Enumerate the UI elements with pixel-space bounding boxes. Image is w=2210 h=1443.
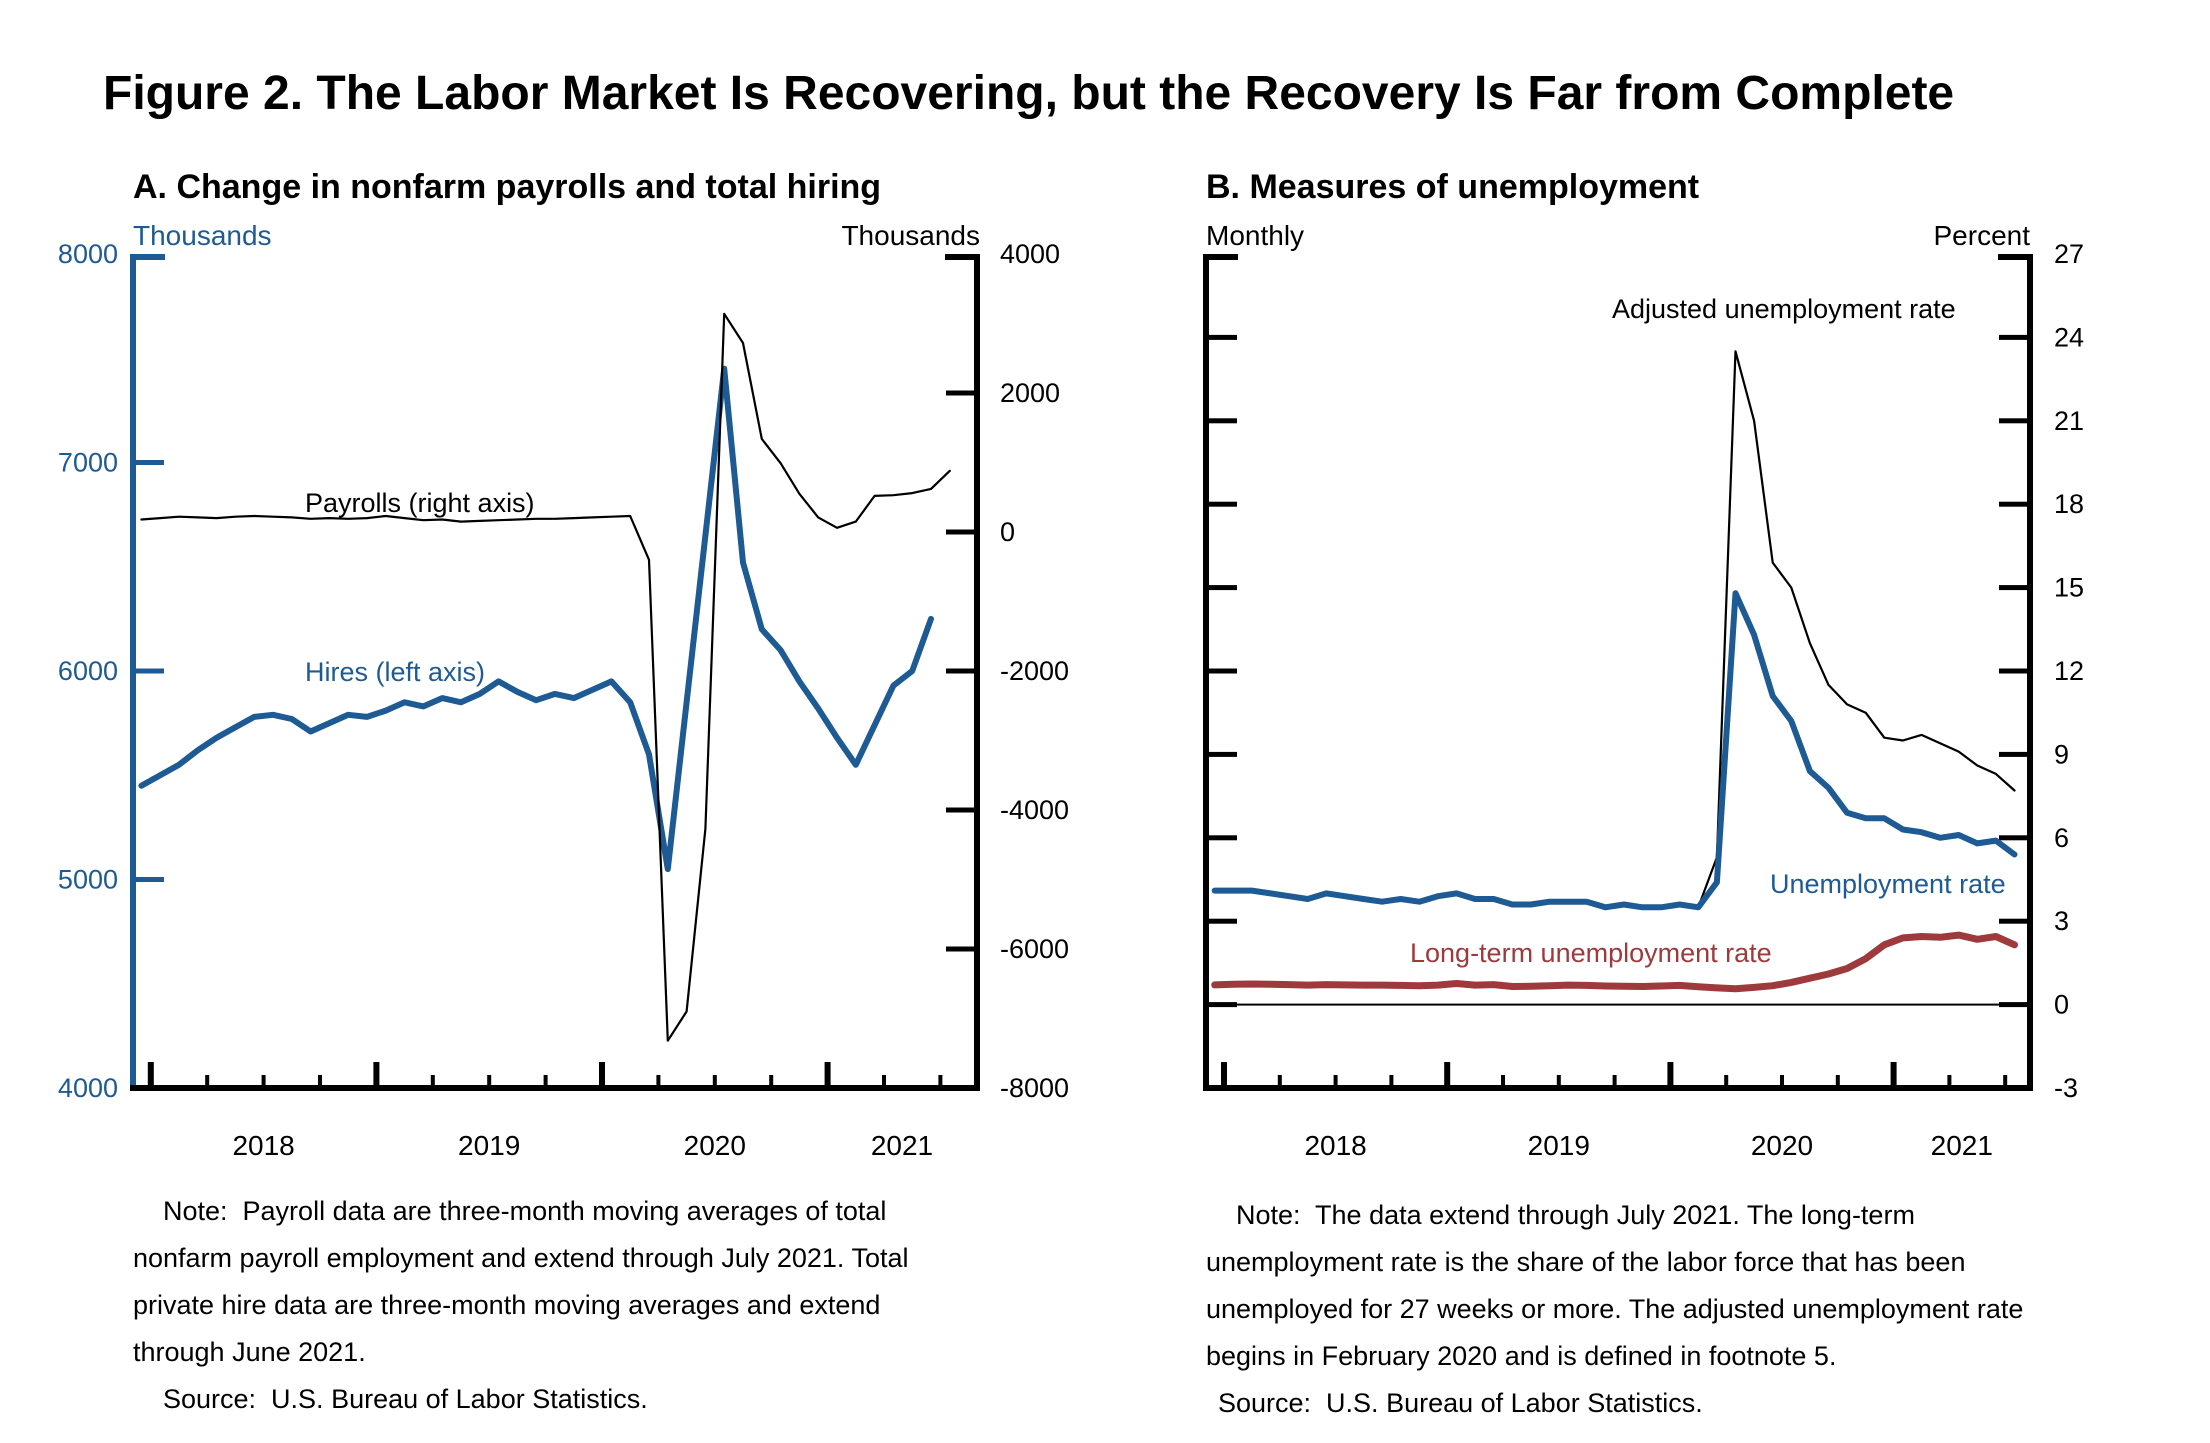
panel-a-year-tick <box>373 1062 379 1088</box>
panel-a-quarter-tick <box>882 1075 886 1088</box>
panel-b-right-tick <box>1999 835 2027 840</box>
annotation-hires-left-axis-: Hires (left axis) <box>305 657 486 687</box>
note-line: Note: Payroll data are three-month moving averages of total <box>163 1196 887 1226</box>
series-line-hires-left-axis- <box>141 369 931 869</box>
panel-b-year-tick <box>1891 1062 1897 1088</box>
panel-a-left-tick <box>136 877 164 882</box>
panel-b-left-axis <box>1203 254 1209 1091</box>
panel-a-year-label: 2021 <box>870 1130 934 1161</box>
panel-b-quarter-tick <box>1389 1075 1393 1088</box>
panel-a-quarter-tick <box>205 1075 209 1088</box>
annotation-payrolls-right-axis-: Payrolls (right axis) <box>305 488 535 518</box>
panel-b-right-tick <box>1999 752 2027 757</box>
panel-a-right-tick <box>946 391 974 396</box>
panel-a-year-tick <box>825 1062 831 1088</box>
panel-a-year-tick <box>148 1062 154 1088</box>
panel-b-left-axis-top-tick <box>1203 254 1238 260</box>
panel-b-zero-line <box>1209 1004 2027 1006</box>
panel-a-left-axis <box>130 254 136 1091</box>
source-line: Source: U.S. Bureau of Labor Statistics. <box>163 1384 648 1414</box>
panel-b-frequency-label: Monthly <box>1206 220 1305 251</box>
panel-a-left-tick-label: 4000 <box>57 1073 118 1103</box>
note-line: private hire data are three-month moving averages and extend <box>133 1290 881 1320</box>
panel-b-right-tick-label: 18 <box>2054 489 2085 520</box>
panel-b-left-tick <box>1209 669 1237 674</box>
panel-a-quarter-tick <box>656 1075 660 1088</box>
annotation-long-term-unemployment-rate: Long-term unemployment rate <box>1410 938 1772 968</box>
panel-b-right-axis-unit: Percent <box>1933 220 2030 251</box>
annotation-unemployment-rate: Unemployment rate <box>1770 869 2006 899</box>
panel-a-quarter-tick <box>713 1075 717 1088</box>
panel-b-quarter-tick <box>1557 1075 1561 1088</box>
panel-b-right-tick-label: 9 <box>2054 739 2070 770</box>
panel-a-right-tick-label: 4000 <box>1000 239 1061 269</box>
panel-b-right-tick <box>1999 418 2027 423</box>
panel-b-right-tick-label: 3 <box>2054 906 2070 937</box>
panel-b-quarter-tick <box>1724 1075 1728 1088</box>
panel-b-x-axis <box>1203 1085 2033 1091</box>
panel-b-right-tick-label: 15 <box>2054 572 2085 603</box>
panel-b-quarter-tick <box>1278 1075 1282 1088</box>
panel-a-right-tick-label: -4000 <box>1000 795 1070 825</box>
panel-b-year-label: 2019 <box>1527 1130 1590 1161</box>
panel-b-title: B. Measures of unemployment <box>1206 168 1700 206</box>
panel-a-right-tick-label: -6000 <box>1000 934 1070 964</box>
panel-a-year-label: 2020 <box>683 1130 746 1161</box>
panel-a-left-tick-label: 5000 <box>57 864 118 895</box>
panel-a-right-tick-label: -2000 <box>1000 656 1070 686</box>
panel-a-year-label: 2019 <box>458 1130 521 1161</box>
panel-a-left-tick-label: 7000 <box>57 447 118 478</box>
panel-b-left-tick <box>1209 585 1237 590</box>
panel-b-right-tick <box>1999 585 2027 590</box>
panel-a-right-axis-unit: Thousands <box>841 220 980 251</box>
panel-b-right-tick-label: 6 <box>2054 822 2070 853</box>
panel-b-year-label: 2021 <box>1930 1130 1993 1161</box>
panel-a-right-tick-label: -8000 <box>1000 1073 1070 1103</box>
source-line: Source: U.S. Bureau of Labor Statistics. <box>1218 1388 1703 1418</box>
panel-a-x-axis <box>130 1085 980 1091</box>
panel-b-year-label: 2018 <box>1304 1130 1367 1161</box>
panel-b-right-tick-label: 27 <box>2054 239 2085 269</box>
note-line: Note: The data extend through July 2021. The long-term <box>1236 1200 1915 1230</box>
panel-b-right-tick-label: 0 <box>2054 989 2070 1020</box>
panel-a-quarter-tick <box>938 1075 942 1088</box>
panel-b-left-tick <box>1209 502 1237 507</box>
panel-a-title: A. Change in nonfarm payrolls and total hiring <box>133 168 882 206</box>
panel-a-quarter-tick <box>318 1075 322 1088</box>
panel-a-left-tick <box>136 669 164 674</box>
panel-a-left-axis-unit: Thousands <box>133 220 272 251</box>
panel-b-right-tick-label: -3 <box>2054 1073 2079 1103</box>
panel-b-right-tick <box>1999 669 2027 674</box>
panel-a-right-axis-top-tick <box>945 254 980 260</box>
panel-a-left-tick <box>136 460 164 465</box>
panel-a-right-tick <box>946 530 974 535</box>
panel-a-right-tick-label: 0 <box>1000 517 1016 547</box>
panel-b-right-tick-label: 12 <box>2054 656 2085 686</box>
series-line-payrolls-right-axis- <box>141 314 949 1041</box>
panel-a-note <box>133 1188 1093 1423</box>
panel-b-quarter-tick <box>1947 1075 1951 1088</box>
panel-a-year-tick <box>599 1062 605 1088</box>
panel-a-right-tick <box>946 669 974 674</box>
panel-b-year-label: 2020 <box>1750 1130 1814 1161</box>
panel-b-year-tick <box>1221 1062 1227 1088</box>
panel-b-right-axis <box>2027 254 2033 1091</box>
panel-a-quarter-tick <box>262 1075 266 1088</box>
panel-b-left-tick <box>1209 752 1237 757</box>
panel-b-left-tick <box>1209 919 1237 924</box>
series-line-adjusted-unemployment-rate <box>1698 351 2014 907</box>
panel-a-left-axis-top-tick <box>130 254 165 260</box>
panel-b-right-axis-top-tick <box>1998 254 2033 260</box>
panel-a-quarter-tick <box>544 1075 548 1088</box>
panel-b-quarter-tick <box>1334 1075 1338 1088</box>
panel-a-quarter-tick <box>431 1075 435 1088</box>
panel-b-quarter-tick <box>1501 1075 1505 1088</box>
panel-a-quarter-tick <box>487 1075 491 1088</box>
note-line: unemployed for 27 weeks or more. The adjusted unemployment rate <box>1206 1294 2024 1324</box>
panel-b-right-tick <box>1999 919 2027 924</box>
panel-b-left-tick <box>1209 335 1237 340</box>
panel-b-right-tick <box>1999 502 2027 507</box>
panel-b-quarter-tick <box>1836 1075 1840 1088</box>
series-line-unemployment-rate <box>1215 593 2015 907</box>
note-line: unemployment rate is the share of the labor force that has been <box>1206 1247 1966 1277</box>
note-line: through June 2021. <box>133 1337 366 1367</box>
note-line: nonfarm payroll employment and extend through July 2021. Total <box>133 1243 909 1273</box>
panel-a-right-axis <box>974 254 980 1091</box>
panel-a-right-tick-label: 2000 <box>1000 378 1061 408</box>
annotation-adjusted-unemployment-rate: Adjusted unemployment rate <box>1612 294 1956 324</box>
panel-b-year-tick <box>1667 1062 1673 1088</box>
panel-b-right-tick-label: 21 <box>2054 405 2085 436</box>
panel-a-year-label: 2018 <box>232 1130 295 1161</box>
panel-b-quarter-tick <box>1613 1075 1617 1088</box>
panel-a-quarter-tick <box>769 1075 773 1088</box>
panel-b-right-tick-label: 24 <box>2054 322 2085 353</box>
note-line: begins in February 2020 and is defined in footnote 5. <box>1206 1341 1837 1371</box>
panel-b-left-tick <box>1209 835 1237 840</box>
panel-a-right-tick <box>946 808 974 813</box>
panel-b-note <box>1206 1192 2186 1427</box>
panel-a-right-tick <box>946 947 974 952</box>
panel-b-left-tick <box>1209 418 1237 423</box>
panel-a-left-tick-label: 8000 <box>57 239 118 269</box>
panel-b-right-tick <box>1999 335 2027 340</box>
panel-b-quarter-tick <box>2003 1075 2007 1088</box>
panel-b-year-tick <box>1444 1062 1450 1088</box>
panel-a-left-tick-label: 6000 <box>57 656 118 686</box>
figure-title: Figure 2. The Labor Market Is Recovering, but the Recovery Is Far from Complete <box>103 67 1955 120</box>
panel-b-quarter-tick <box>1780 1075 1784 1088</box>
